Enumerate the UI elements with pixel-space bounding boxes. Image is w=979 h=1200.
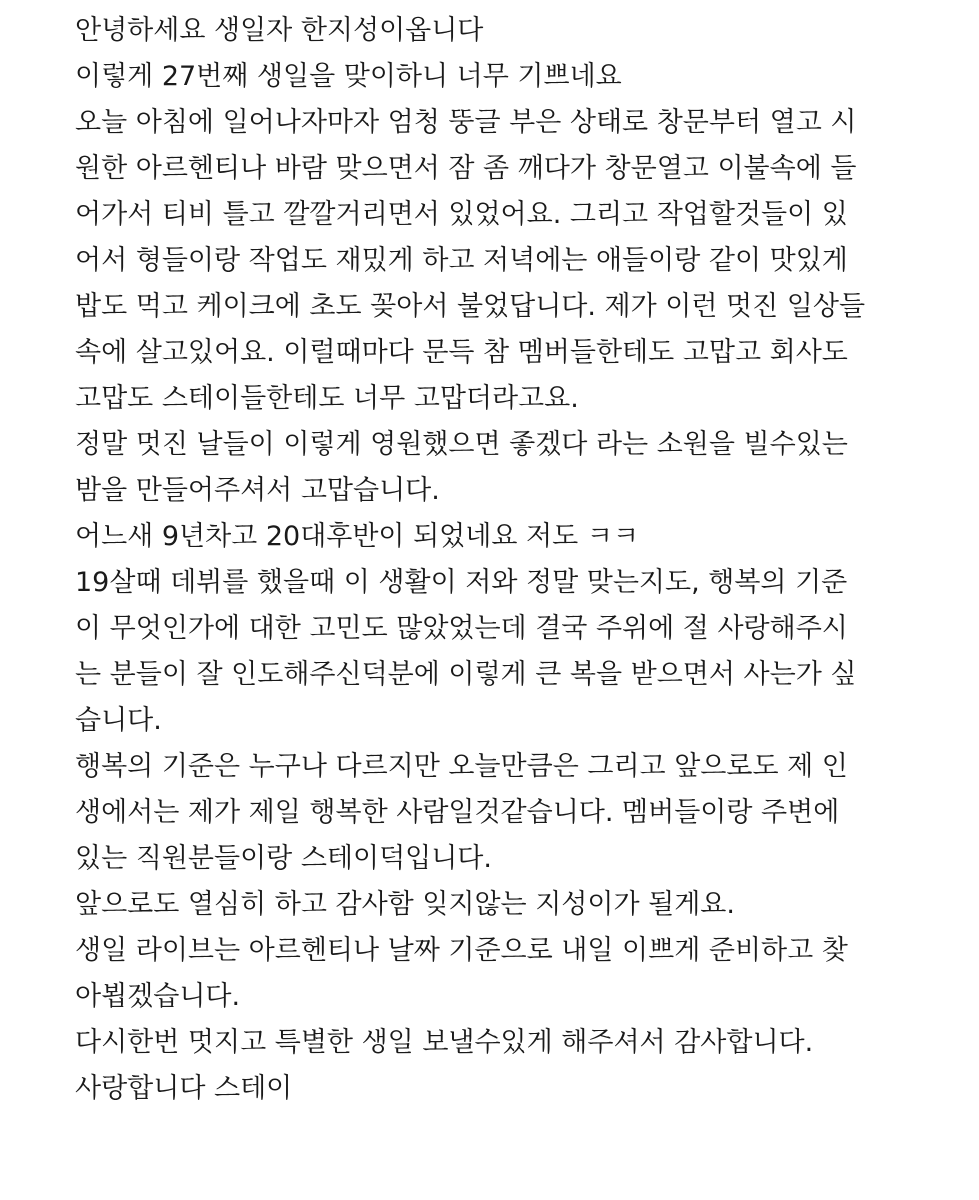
note-line: 고맙도 스테이들한테도 너무 고맙더라고요. <box>75 383 579 414</box>
note-line: 어가서 티비 틀고 깔깔거리면서 있었어요. 그리고 작업할것들이 있 <box>75 199 848 230</box>
note-line: 앞으로도 열심히 하고 감사함 잊지않는 지성이가 될게요. <box>75 889 735 920</box>
note-line: 정말 멋진 날들이 이렇게 영원했으면 좋겠다 라는 소원을 빌수있는 <box>75 429 848 460</box>
note-line: 속에 살고있어요. 이럴때마다 문득 참 멤버들한테도 고맙고 회사도 <box>75 337 848 368</box>
note-line: 원한 아르헨티나 바람 맞으면서 잠 좀 깨다가 창문열고 이불속에 들 <box>75 153 857 184</box>
note-line: 습니다. <box>75 705 162 736</box>
note-line: 생에서는 제가 제일 행복한 사람일것같습니다. 멤버들이랑 주변에 <box>75 797 840 828</box>
note-line: 어느새 9년차고 20대후반이 되었네요 저도 ㅋㅋ <box>75 521 639 552</box>
note-line: 행복의 기준은 누구나 다르지만 오늘만큼은 그리고 앞으로도 제 인 <box>75 751 848 782</box>
note-line: 이 무엇인가에 대한 고민도 많았었는데 결국 주위에 절 사랑해주시 <box>75 613 848 644</box>
note-line: 19살때 데뷔를 했을때 이 생활이 저와 정말 맞는지도, 행복의 기준 <box>75 567 848 598</box>
note-line: 아뵙겠습니다. <box>75 981 241 1012</box>
note-line: 밤을 만들어주셔서 고맙습니다. <box>75 475 440 506</box>
note-line: 이렇게 27번째 생일을 맞이하니 너무 기쁘네요 <box>75 61 622 92</box>
note-body <box>75 8 955 1112</box>
note-line: 안녕하세요 생일자 한지성이옵니다 <box>75 15 484 46</box>
note-line: 있는 직원분들이랑 스테이덕입니다. <box>75 843 492 874</box>
note-line: 다시한번 멋지고 특별한 생일 보낼수있게 해주셔서 감사합니다. <box>75 1027 814 1058</box>
note-line: 오늘 아침에 일어나자마자 엄청 뚱글 부은 상태로 창문부터 열고 시 <box>75 107 857 138</box>
note-line: 밥도 먹고 케이크에 초도 꽂아서 불었답니다. 제가 이런 멋진 일상들 <box>75 291 866 322</box>
note-line: 생일 라이브는 아르헨티나 날짜 기준으로 내일 이쁘게 준비하고 찾 <box>75 935 848 966</box>
note-line: 사랑합니다 스테이 <box>75 1073 293 1104</box>
note-line: 어서 형들이랑 작업도 재밌게 하고 저녁에는 애들이랑 같이 맛있게 <box>75 245 848 276</box>
note-line: 는 분들이 잘 인도해주신덕분에 이렇게 큰 복을 받으면서 사는가 싶 <box>75 659 857 690</box>
